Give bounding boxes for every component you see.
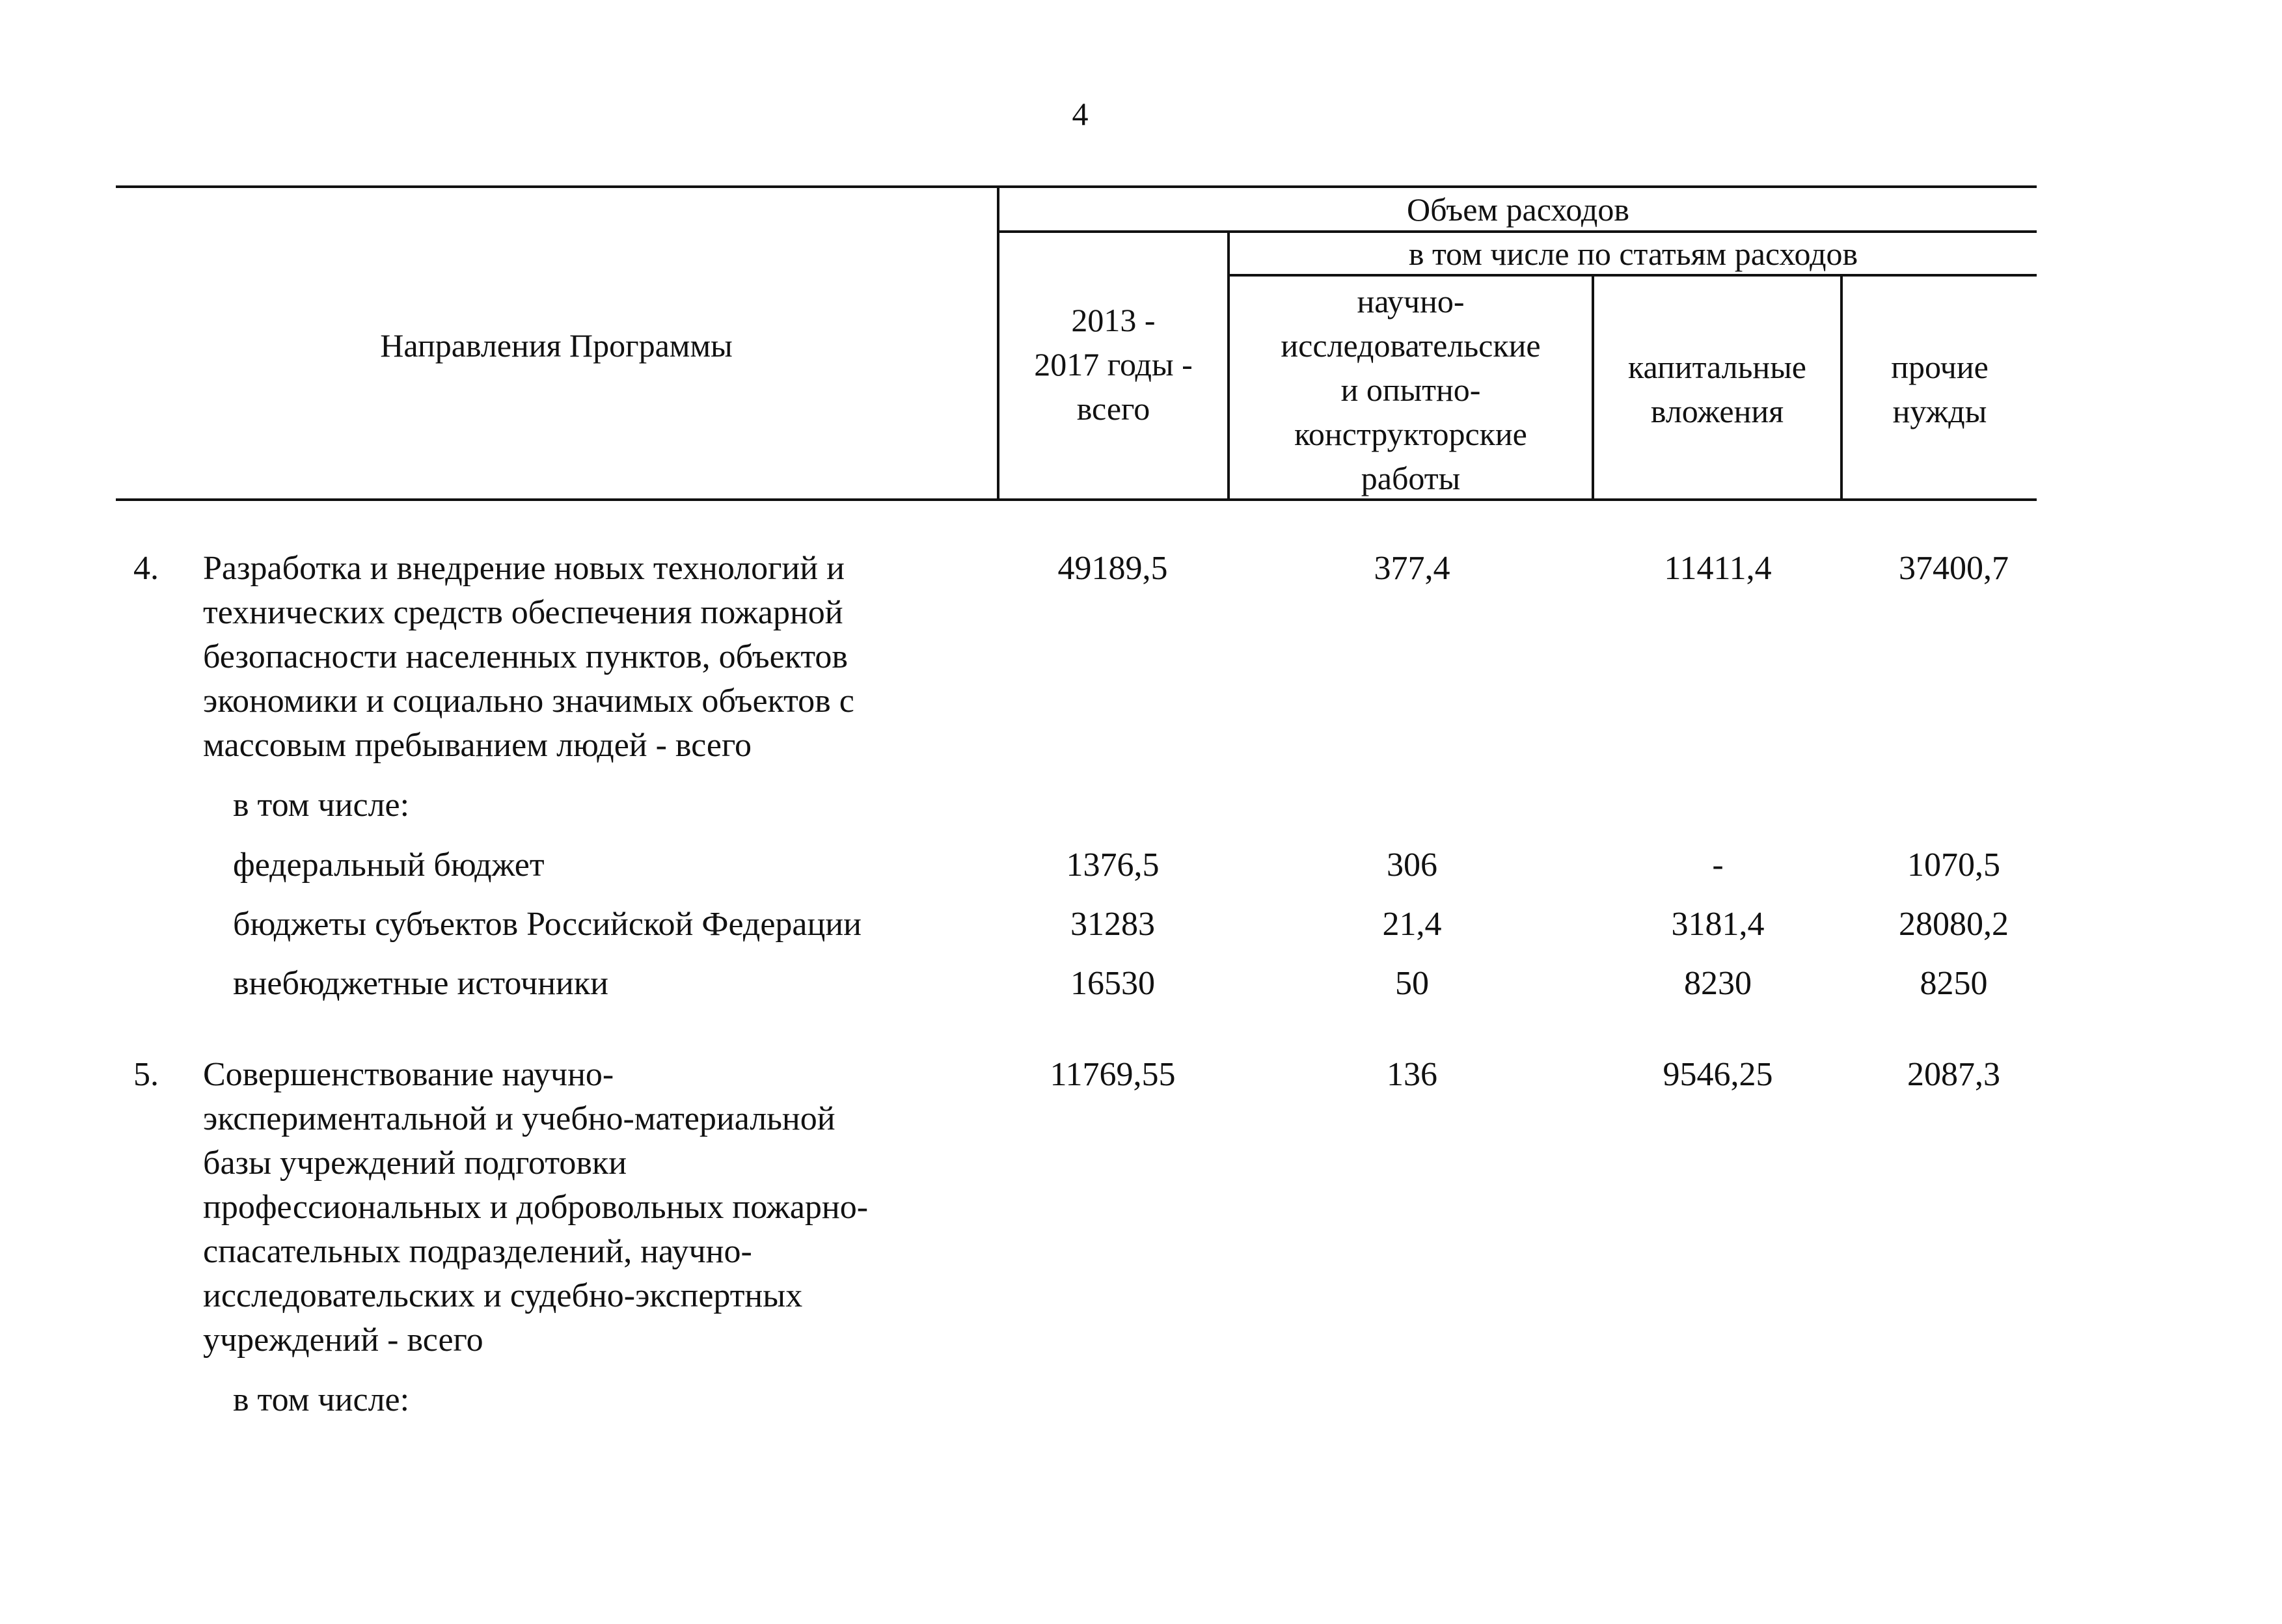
header-capital: капитальные вложения — [1628, 349, 1806, 429]
row-rnd: 377,4 — [1374, 550, 1450, 587]
row-capital: 9546,25 — [1663, 1056, 1773, 1093]
row-total: 49189,5 — [1057, 550, 1168, 587]
table-header-bottom-rule — [116, 498, 2037, 501]
header-expenses-volume: Объем расходов — [1407, 191, 1629, 228]
subrow-label: внебюджетные источники — [233, 965, 608, 1002]
header-including-by-items: в том числе по статьям расходов — [1408, 236, 1858, 272]
subrow-label: федеральный бюджет — [233, 846, 545, 884]
subrow-other: 1070,5 — [1907, 846, 2000, 884]
subrow-capital: 3181,4 — [1671, 906, 1765, 943]
subrow-rnd: 50 — [1395, 965, 1429, 1002]
row-number: 5. — [133, 1056, 159, 1093]
row-title: Совершенствование научно- экспериментальной и учебно-материальной базы учреждений подготовки профессиональных и добровольных пожарно- спасательных подразделений, научно- исследовательских и судебно-экспертных учреждений - всего — [203, 1056, 869, 1359]
row-rnd: 136 — [1387, 1056, 1437, 1093]
subrow-other: 28080,2 — [1899, 906, 2009, 943]
row-capital: 11411,4 — [1664, 550, 1772, 587]
subrow-total: 31283 — [1070, 906, 1155, 943]
header-directions: Направления Программы — [380, 327, 733, 364]
subrow-total: 1376,5 — [1066, 846, 1160, 884]
subrow-capital: - — [1712, 846, 1724, 884]
row-number: 4. — [133, 550, 159, 587]
row-total: 11769,55 — [1050, 1056, 1176, 1093]
subrow-capital: 8230 — [1684, 965, 1752, 1002]
including-label: в том числе: — [233, 1381, 410, 1418]
table-top-rule — [116, 185, 2037, 188]
subrow-rnd: 306 — [1387, 846, 1437, 884]
subrow-label: бюджеты субъектов Российской Федерации — [233, 906, 862, 943]
including-label: в том числе: — [233, 787, 410, 824]
header-other: прочие нужды — [1891, 349, 1989, 429]
header-total-years: 2013 - 2017 годы - всего — [1034, 302, 1193, 427]
row-other: 37400,7 — [1899, 550, 2009, 587]
subrow-rnd: 21,4 — [1382, 906, 1442, 943]
row-other: 2087,3 — [1907, 1056, 2000, 1093]
page-number: 4 — [1072, 96, 1089, 132]
row-title: Разработка и внедрение новых технологий и технических средств обеспечения пожарной безопасности населенных пунктов, объектов экономики и социально значимых объектов с массовым пребыванием людей - всего — [203, 550, 854, 764]
subrow-total: 16530 — [1070, 965, 1155, 1002]
header-rnd: научно- исследовательские и опытно- конструкторские работы — [1281, 283, 1541, 496]
subrow-other: 8250 — [1920, 965, 1988, 1002]
